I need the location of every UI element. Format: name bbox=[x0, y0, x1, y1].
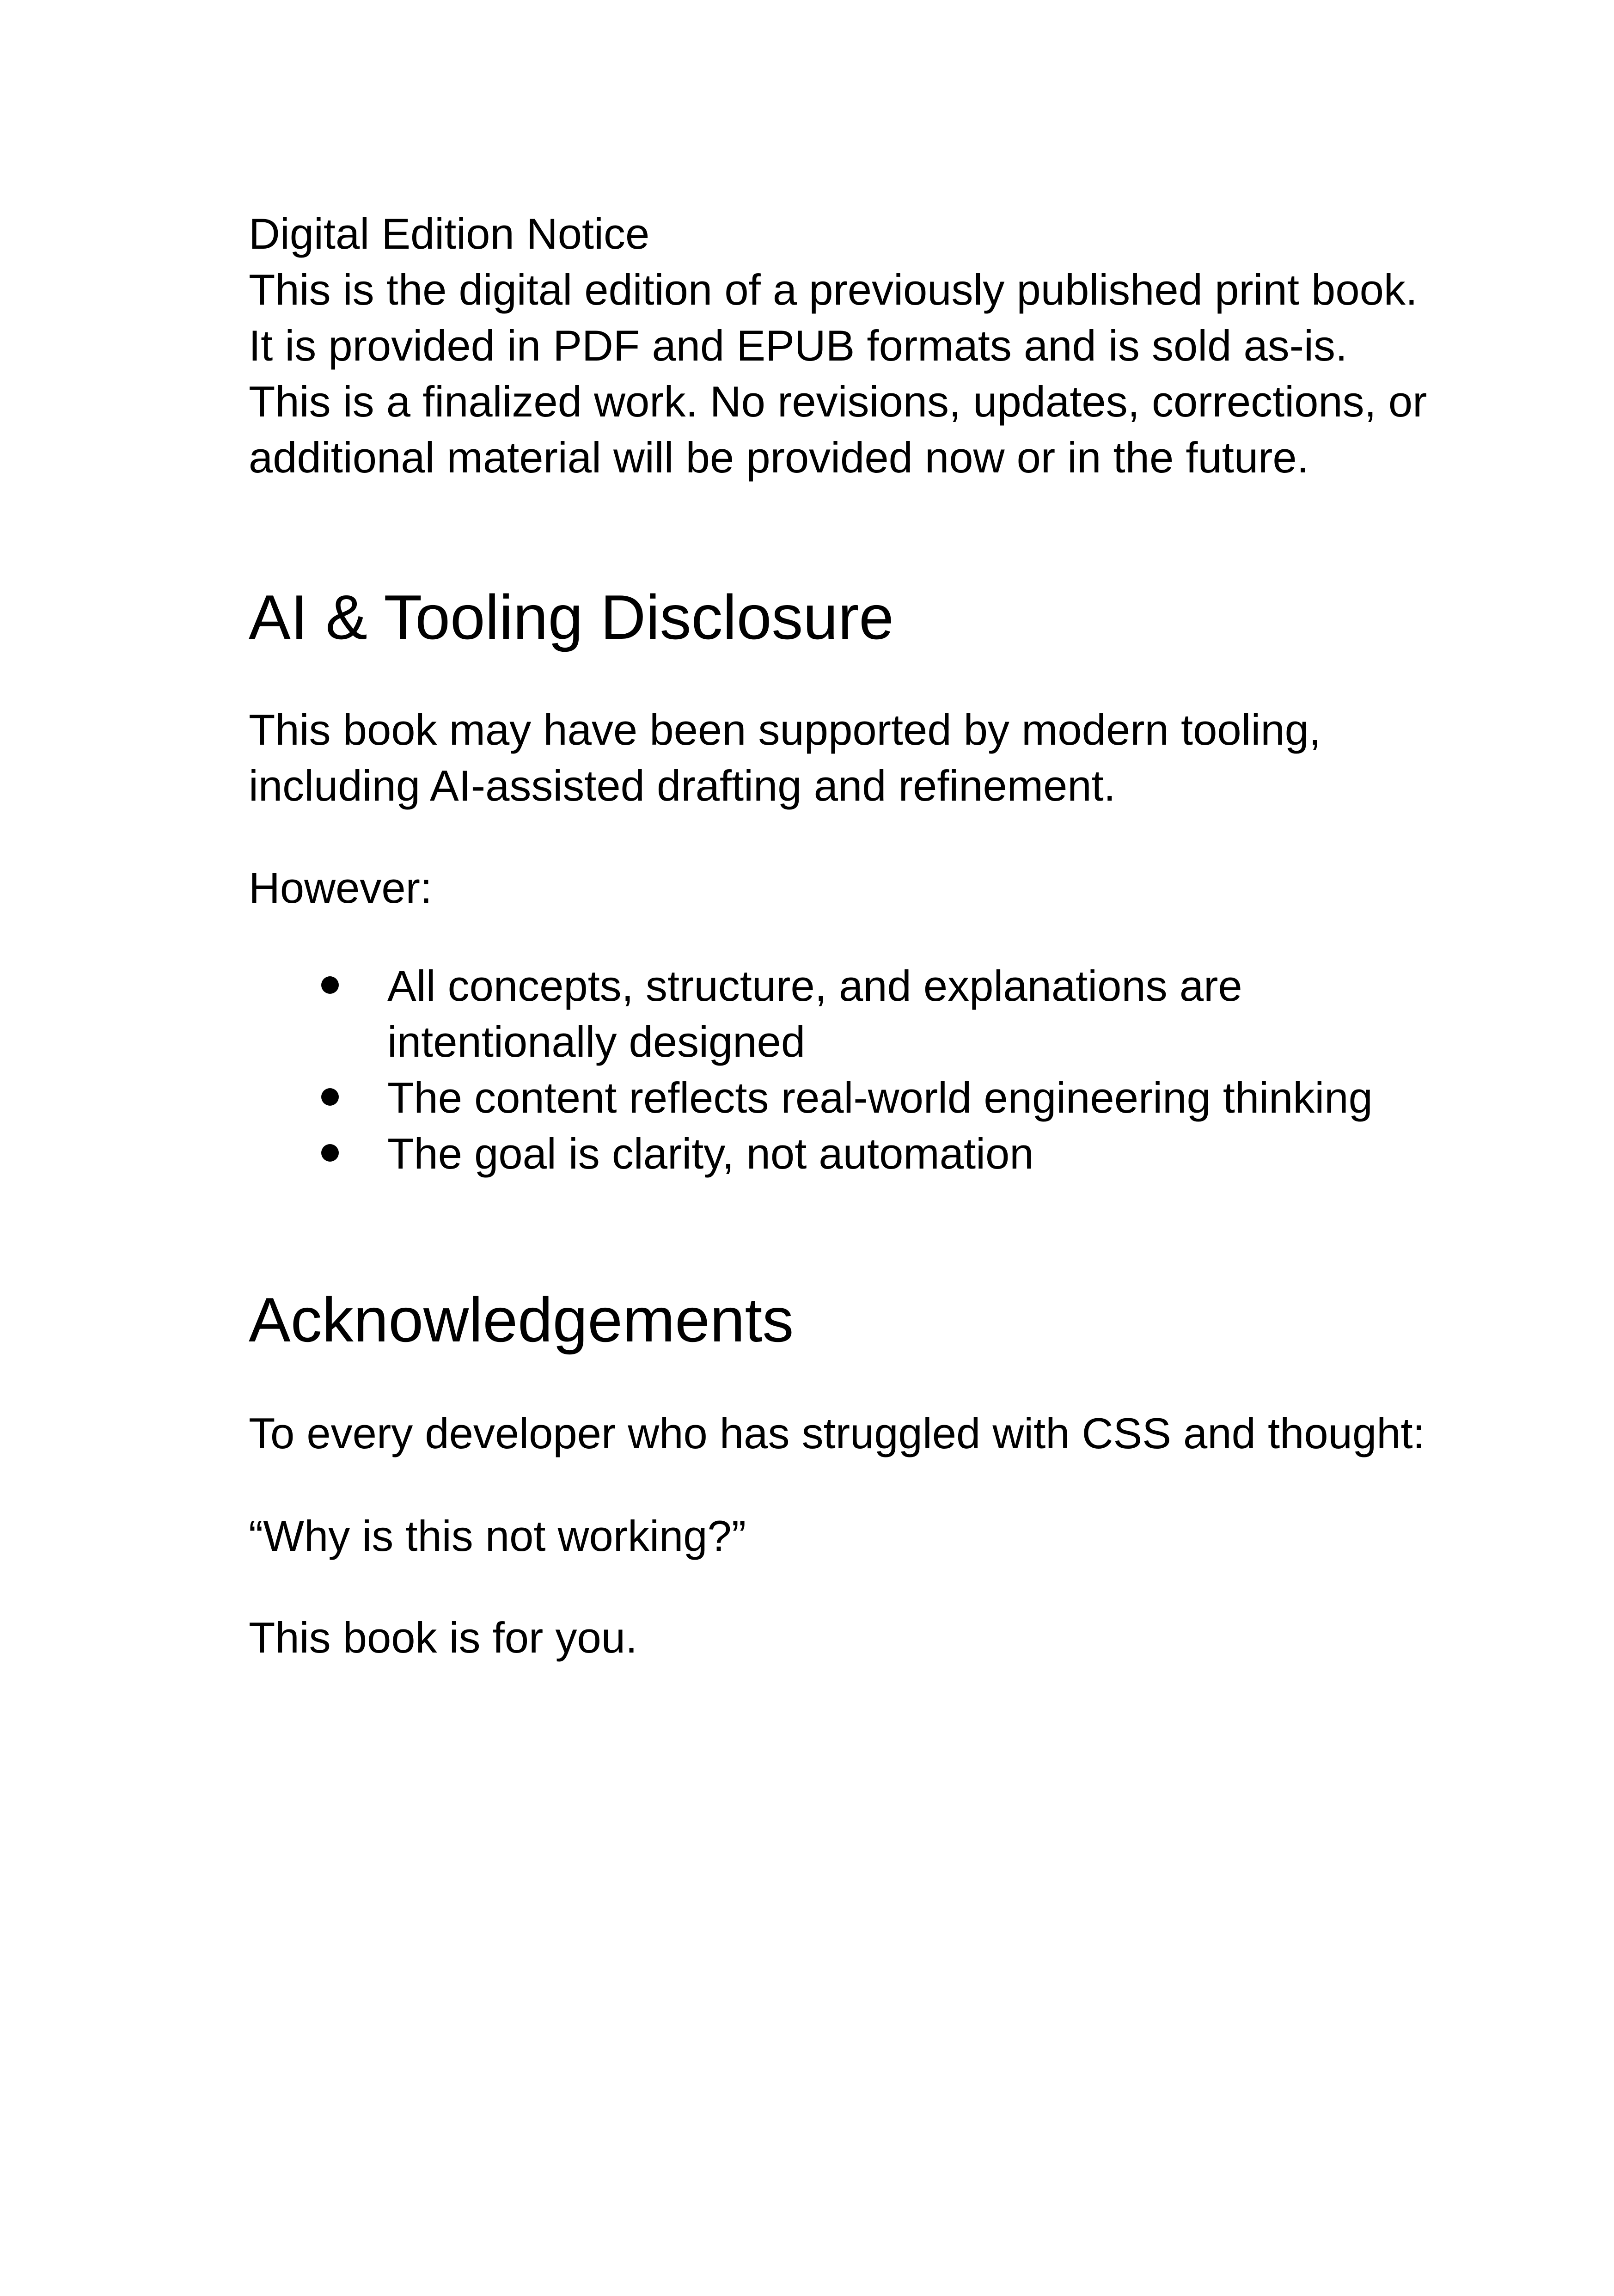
intro-line: This book may have been supported by modern tooling, bbox=[249, 705, 1321, 754]
ai-disclosure-intro bbox=[249, 702, 1321, 814]
list-item-text: The goal is clarity, not automation bbox=[387, 1129, 1034, 1178]
list-item-text: All concepts, structure, and explanations are bbox=[387, 961, 1242, 1010]
intro-line: including AI-assisted drafting and refinement. bbox=[249, 761, 1116, 810]
notice-line: This is the digital edition of a previously published print book. bbox=[249, 265, 1418, 314]
acknowledgements-closing: This book is for you. bbox=[249, 1613, 638, 1662]
acknowledgements-quote: “Why is this not working?” bbox=[249, 1512, 746, 1560]
list-item-text: intentionally designed bbox=[387, 1017, 806, 1066]
ai-disclosure-heading: AI & Tooling Disclosure bbox=[249, 582, 894, 652]
notice-title: Digital Edition Notice bbox=[249, 209, 650, 258]
bullet-icon bbox=[321, 1144, 339, 1162]
list-item bbox=[249, 1126, 1373, 1182]
digital-edition-notice bbox=[249, 206, 1427, 485]
bullet-icon bbox=[321, 976, 339, 994]
notice-line: additional material will be provided now or in the future. bbox=[249, 433, 1309, 482]
list-item bbox=[249, 1070, 1373, 1126]
acknowledgements-line: To every developer who has struggled with CSS and thought: bbox=[249, 1409, 1425, 1457]
list-item-text: The content reflects real-world engineering thinking bbox=[387, 1073, 1373, 1122]
disclosure-bullet-list bbox=[249, 958, 1373, 1182]
however-label: However: bbox=[249, 863, 433, 912]
acknowledgements-heading: Acknowledgements bbox=[249, 1285, 794, 1355]
notice-line: This is a finalized work. No revisions, updates, corrections, or bbox=[249, 377, 1427, 426]
notice-line: It is provided in PDF and EPUB formats and is sold as-is. bbox=[249, 321, 1348, 370]
bullet-icon bbox=[321, 1088, 339, 1106]
list-item bbox=[249, 958, 1373, 1070]
